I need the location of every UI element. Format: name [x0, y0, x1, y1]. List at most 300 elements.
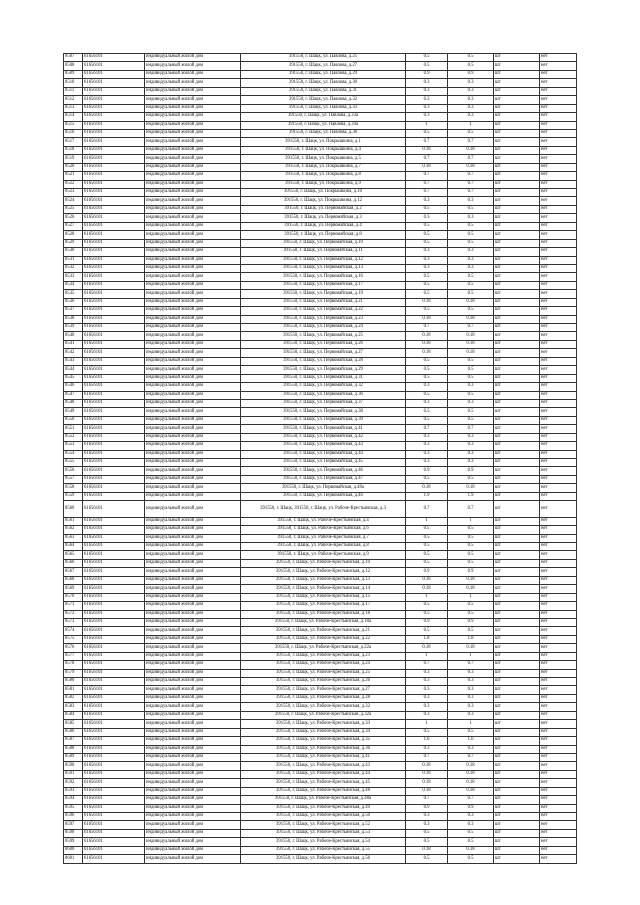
cell-address: 391550, г. Шацк, ул. Рабоче-Крестьянская, д.32: [241, 703, 406, 711]
cell-unit: шт: [494, 172, 540, 180]
cell-object-type: индивидуальный жилой дом: [145, 298, 241, 306]
cell-flag: нет: [540, 711, 577, 719]
cell-object-type: индивидуальный жилой дом: [145, 239, 241, 247]
cell-flag: нет: [540, 821, 577, 829]
cell-volume-value: 0.18: [406, 484, 448, 492]
cell-address: 391550, г. Шацк, ул. Рабоче-Крестьянская, д.54: [241, 838, 406, 846]
cell-address: 391550, г. Шацк, ул. Павлова, д.38: [241, 129, 406, 137]
cell-unit: шт: [494, 559, 540, 567]
cell-address: 391550, г. Шацк, ул. Рабоче-Крестьянская, д.17: [241, 602, 406, 610]
cell-address: 391550, г. Шацк, ул. Первомайская, д.22: [241, 307, 406, 315]
cell-unit: шт: [494, 391, 540, 399]
cell-flag: нет: [540, 54, 577, 62]
cell-address: 391550, г. Шацк, ул. Рабоче-Крестьянская, д.33: [241, 720, 406, 728]
cell-flag: нет: [540, 459, 577, 467]
cell-unit: шт: [494, 163, 540, 171]
cell-address: 391550, г. Шацк, ул. Первомайская, д.44: [241, 450, 406, 458]
cell-oktmo-code: 61656101: [83, 357, 145, 365]
cell-flag: нет: [540, 467, 577, 475]
cell-volume-value: 0.3: [406, 813, 448, 821]
cell-volume-value: 0.5: [406, 290, 448, 298]
cell-unit: шт: [494, 618, 540, 626]
table-row: [64, 349, 577, 357]
cell-object-type: индивидуальный жилой дом: [145, 324, 241, 332]
cell-volume-value: 0.5: [406, 231, 448, 239]
cell-address: 391550, г. Шацк, ул. Покрышкина, д.9: [241, 180, 406, 188]
cell-row-number: 8577: [64, 652, 83, 660]
cell-volume-value: 0.5: [406, 602, 448, 610]
cell-row-number: 8557: [64, 475, 83, 483]
cell-address: 391550, г. Шацк, ул. Павлова, д.31: [241, 87, 406, 95]
cell-unit: шт: [494, 678, 540, 686]
cell-volume-value-2: 0.7: [448, 189, 494, 197]
cell-object-type: индивидуальный жилой дом: [145, 467, 241, 475]
cell-object-type: индивидуальный жилой дом: [145, 813, 241, 821]
cell-volume-value: 0.3: [406, 821, 448, 829]
cell-oktmo-code: 61656101: [83, 399, 145, 407]
table-row: [64, 559, 577, 567]
cell-object-type: индивидуальный жилой дом: [145, 172, 241, 180]
cell-address: 391550, г. Шацк, ул. Рабоче-Крестьянская, д.41: [241, 753, 406, 761]
cell-unit: шт: [494, 408, 540, 416]
cell-volume-value: 0.18: [406, 779, 448, 787]
cell-oktmo-code: 61656101: [83, 635, 145, 643]
cell-volume-value-2: 0.18: [448, 484, 494, 492]
cell-unit: шт: [494, 517, 540, 525]
cell-flag: нет: [540, 450, 577, 458]
cell-volume-value-2: 0.5: [448, 357, 494, 365]
cell-volume-value-2: 0.5: [448, 855, 494, 863]
cell-object-type: индивидуальный жилой дом: [145, 113, 241, 121]
cell-flag: нет: [540, 332, 577, 340]
cell-oktmo-code: 61656101: [83, 703, 145, 711]
cell-object-type: индивидуальный жилой дом: [145, 534, 241, 542]
table-row: [64, 568, 577, 576]
cell-object-type: индивидуальный жилой дом: [145, 264, 241, 272]
table-row: [64, 96, 577, 104]
table-row: [64, 383, 577, 391]
cell-volume-value-2: 0.7: [448, 138, 494, 146]
cell-volume-value-2: 1: [448, 652, 494, 660]
table-row: [64, 838, 577, 846]
cell-flag: нет: [540, 248, 577, 256]
cell-oktmo-code: 61656101: [83, 222, 145, 230]
cell-unit: шт: [494, 231, 540, 239]
cell-flag: нет: [540, 686, 577, 694]
cell-object-type: индивидуальный жилой дом: [145, 762, 241, 770]
cell-flag: нет: [540, 163, 577, 171]
cell-unit: шт: [494, 357, 540, 365]
cell-unit: шт: [494, 399, 540, 407]
cell-object-type: индивидуальный жилой дом: [145, 79, 241, 87]
cell-oktmo-code: 61656101: [83, 543, 145, 551]
table-row: [64, 366, 577, 374]
cell-unit: шт: [494, 332, 540, 340]
cell-flag: нет: [540, 661, 577, 669]
cell-volume-value-2: 0.9: [448, 568, 494, 576]
cell-unit: шт: [494, 821, 540, 829]
cell-unit: шт: [494, 366, 540, 374]
cell-address: 391550, г. Шацк, ул. Первомайская, д.29: [241, 366, 406, 374]
cell-unit: шт: [494, 433, 540, 441]
cell-oktmo-code: 61656101: [83, 804, 145, 812]
cell-object-type: индивидуальный жилой дом: [145, 551, 241, 559]
cell-unit: шт: [494, 610, 540, 618]
cell-object-type: индивидуальный жилой дом: [145, 787, 241, 795]
cell-address: 391550, г. Шацк, ул. Первомайская, д.19: [241, 290, 406, 298]
table-row: [64, 416, 577, 424]
cell-object-type: индивидуальный жилой дом: [145, 307, 241, 315]
cell-volume-value-2: 0.5: [448, 728, 494, 736]
cell-object-type: индивидуальный жилой дом: [145, 189, 241, 197]
cell-row-number: 8568: [64, 576, 83, 584]
cell-oktmo-code: 61656101: [83, 838, 145, 846]
cell-row-number: 8528: [64, 231, 83, 239]
table-row: [64, 54, 577, 62]
cell-unit: шт: [494, 661, 540, 669]
table-row: [64, 129, 577, 137]
table-row: [64, 804, 577, 812]
cell-unit: шт: [494, 526, 540, 534]
cell-row-number: 8578: [64, 661, 83, 669]
cell-flag: нет: [540, 129, 577, 137]
cell-volume-value: 0.7: [406, 425, 448, 433]
cell-unit: шт: [494, 374, 540, 382]
cell-oktmo-code: 61656101: [83, 526, 145, 534]
table-row: [64, 551, 577, 559]
cell-flag: нет: [540, 357, 577, 365]
cell-row-number: 8535: [64, 290, 83, 298]
cell-flag: нет: [540, 214, 577, 222]
cell-volume-value: 0.7: [406, 155, 448, 163]
cell-row-number: 8565: [64, 551, 83, 559]
table-row: [64, 256, 577, 264]
cell-address: 391550, г. Шацк, ул. Первомайская, д.10: [241, 239, 406, 247]
cell-volume-value: 0.3: [406, 678, 448, 686]
cell-unit: шт: [494, 96, 540, 104]
cell-volume-value-2: 0.7: [448, 180, 494, 188]
cell-row-number: 8514: [64, 113, 83, 121]
cell-object-type: индивидуальный жилой дом: [145, 804, 241, 812]
cell-unit: шт: [494, 686, 540, 694]
cell-object-type: индивидуальный жилой дом: [145, 332, 241, 340]
cell-volume-value: 0.18: [406, 315, 448, 323]
cell-object-type: индивидуальный жилой дом: [145, 366, 241, 374]
cell-oktmo-code: 61656101: [83, 644, 145, 652]
cell-address: 391550, г. Шацк, ул. Рабоче-Крестьянская, д.50: [241, 813, 406, 821]
cell-object-type: индивидуальный жилой дом: [145, 635, 241, 643]
cell-address: 391550, г. Шацк, ул. Покрышкина, д.12: [241, 197, 406, 205]
cell-oktmo-code: 61656101: [83, 568, 145, 576]
cell-unit: шт: [494, 501, 540, 518]
cell-row-number: 8525: [64, 205, 83, 213]
cell-volume-value: 0.3: [406, 686, 448, 694]
cell-flag: нет: [540, 442, 577, 450]
cell-oktmo-code: 61656101: [83, 70, 145, 78]
cell-volume-value-2: 0.7: [448, 155, 494, 163]
cell-flag: нет: [540, 559, 577, 567]
cell-row-number: 8552: [64, 433, 83, 441]
cell-flag: нет: [540, 307, 577, 315]
cell-row-number: 8583: [64, 703, 83, 711]
cell-flag: нет: [540, 501, 577, 518]
cell-oktmo-code: 61656101: [83, 374, 145, 382]
cell-oktmo-code: 61656101: [83, 264, 145, 272]
cell-oktmo-code: 61656101: [83, 450, 145, 458]
cell-address: 391550, г. Шацк, ул. Рабоче-Крестьянская, д.32а: [241, 711, 406, 719]
cell-unit: шт: [494, 669, 540, 677]
cell-volume-value: 0.5: [406, 391, 448, 399]
cell-volume-value-2: 0.5: [448, 602, 494, 610]
table-row: [64, 711, 577, 719]
cell-address: 391550, г. Шацк, ул. Рабоче-Крестьянская, д.7: [241, 534, 406, 542]
cell-volume-value-2: 1.9: [448, 492, 494, 500]
cell-row-number: 8569: [64, 585, 83, 593]
cell-object-type: индивидуальный жилой дом: [145, 543, 241, 551]
cell-object-type: индивидуальный жилой дом: [145, 121, 241, 129]
cell-address: 391550, г. Шацк, ул. Рабоче-Крестьянская, д.6: [241, 526, 406, 534]
cell-oktmo-code: 61656101: [83, 62, 145, 70]
cell-address: 391550, г. Шацк, ул. Первомайская, д.26: [241, 340, 406, 348]
cell-flag: нет: [540, 391, 577, 399]
cell-volume-value: 0.18: [406, 576, 448, 584]
table-row: [64, 576, 577, 584]
cell-object-type: индивидуальный жилой дом: [145, 737, 241, 745]
cell-flag: нет: [540, 737, 577, 745]
table-row: [64, 829, 577, 837]
cell-row-number: 8601: [64, 855, 83, 863]
cell-volume-value: 0.5: [406, 416, 448, 424]
cell-row-number: 8548: [64, 399, 83, 407]
cell-volume-value-2: 0.18: [448, 315, 494, 323]
cell-unit: шт: [494, 796, 540, 804]
cell-flag: нет: [540, 416, 577, 424]
cell-unit: шт: [494, 703, 540, 711]
cell-address: 391550, г. Шацк, ул. Первомайская, д.31: [241, 374, 406, 382]
cell-oktmo-code: 61656101: [83, 366, 145, 374]
table-row: [64, 307, 577, 315]
cell-oktmo-code: 61656101: [83, 214, 145, 222]
table-row: [64, 534, 577, 542]
cell-flag: нет: [540, 155, 577, 163]
table-row: [64, 467, 577, 475]
cell-object-type: индивидуальный жилой дом: [145, 70, 241, 78]
cell-oktmo-code: 61656101: [83, 425, 145, 433]
cell-unit: шт: [494, 121, 540, 129]
cell-oktmo-code: 61656101: [83, 475, 145, 483]
cell-flag: нет: [540, 205, 577, 213]
cell-address: 391550, г. Шацк, ул. Первомайская, д.28: [241, 357, 406, 365]
cell-address: 391550, г. Шацк, ул. Первомайская, д.13: [241, 264, 406, 272]
cell-object-type: индивидуальный жилой дом: [145, 779, 241, 787]
cell-flag: нет: [540, 627, 577, 635]
cell-unit: шт: [494, 585, 540, 593]
table-row: [64, 87, 577, 95]
cell-volume-value: 0.5: [406, 534, 448, 542]
cell-address: 391550, г. Шацк, ул. Первомайская, д.4б: [241, 492, 406, 500]
cell-oktmo-code: 61656101: [83, 205, 145, 213]
cell-address: 391550, г. Шацк, ул. Рабоче-Крестьянская, д.34: [241, 728, 406, 736]
cell-object-type: индивидуальный жилой дом: [145, 146, 241, 154]
table-row: [64, 357, 577, 365]
cell-volume-value: 1.8: [406, 635, 448, 643]
cell-oktmo-code: 61656101: [83, 855, 145, 863]
cell-volume-value-2: 0.3: [448, 264, 494, 272]
cell-oktmo-code: 61656101: [83, 627, 145, 635]
cell-volume-value: 0.3: [406, 79, 448, 87]
cell-oktmo-code: 61656101: [83, 686, 145, 694]
cell-object-type: индивидуальный жилой дом: [145, 416, 241, 424]
cell-volume-value: 0.18: [406, 585, 448, 593]
cell-flag: нет: [540, 113, 577, 121]
cell-address: 391550, г. Шацк, ул. Первомайская, д.43: [241, 442, 406, 450]
cell-row-number: 8543: [64, 357, 83, 365]
cell-unit: шт: [494, 104, 540, 112]
cell-volume-value-2: 1.6: [448, 737, 494, 745]
table-row: [64, 433, 577, 441]
cell-flag: нет: [540, 138, 577, 146]
cell-volume-value-2: 0.5: [448, 54, 494, 62]
cell-flag: нет: [540, 324, 577, 332]
cell-volume-value-2: 0.5: [448, 222, 494, 230]
cell-flag: нет: [540, 602, 577, 610]
cell-oktmo-code: 61656101: [83, 180, 145, 188]
cell-address: 391550, г. Шацк, ул. Рабоче-Крестьянская, д.21: [241, 627, 406, 635]
table-row: [64, 70, 577, 78]
cell-volume-value: 0.7: [406, 189, 448, 197]
cell-address: 391550, г. Шацк, ул. Рабоче-Крестьянская, д.44: [241, 770, 406, 778]
table-row: [64, 239, 577, 247]
cell-volume-value-2: 0.5: [448, 551, 494, 559]
cell-unit: шт: [494, 180, 540, 188]
cell-oktmo-code: 61656101: [83, 787, 145, 795]
cell-volume-value-2: 0.3: [448, 669, 494, 677]
cell-row-number: 8538: [64, 315, 83, 323]
cell-row-number: 8574: [64, 627, 83, 635]
cell-object-type: индивидуальный жилой дом: [145, 374, 241, 382]
cell-object-type: индивидуальный жилой дом: [145, 408, 241, 416]
cell-oktmo-code: 61656101: [83, 728, 145, 736]
table-row: [64, 248, 577, 256]
cell-volume-value: 0.5: [406, 408, 448, 416]
table-row: [64, 104, 577, 112]
cell-object-type: индивидуальный жилой дом: [145, 87, 241, 95]
cell-volume-value: 0.5: [406, 728, 448, 736]
cell-object-type: индивидуальный жилой дом: [145, 281, 241, 289]
cell-volume-value-2: 0.5: [448, 416, 494, 424]
cell-address: 391550, г. Шацк, ул. Первомайская, д.12: [241, 256, 406, 264]
cell-row-number: 8508: [64, 62, 83, 70]
table-row: [64, 180, 577, 188]
cell-volume-value: 1.9: [406, 492, 448, 500]
cell-row-number: 8559: [64, 492, 83, 500]
cell-object-type: индивидуальный жилой дом: [145, 197, 241, 205]
cell-volume-value-2: 0.7: [448, 501, 494, 518]
cell-flag: нет: [540, 484, 577, 492]
cell-row-number: 8519: [64, 155, 83, 163]
cell-row-number: 8598: [64, 829, 83, 837]
cell-row-number: 8539: [64, 324, 83, 332]
cell-address: 391550, г. Шацк, ул. Рабоче-Крестьянская, д.9: [241, 551, 406, 559]
cell-object-type: индивидуальный жилой дом: [145, 357, 241, 365]
cell-volume-value: 0.3: [406, 96, 448, 104]
cell-object-type: индивидуальный жилой дом: [145, 399, 241, 407]
cell-volume-value: 0.9: [406, 568, 448, 576]
table-row: [64, 737, 577, 745]
cell-unit: шт: [494, 635, 540, 643]
cell-unit: шт: [494, 113, 540, 121]
cell-volume-value: 0.3: [406, 745, 448, 753]
cell-address: 391550, г. Шацк, ул. Первомайская, д.2: [241, 205, 406, 213]
cell-oktmo-code: 61656101: [83, 87, 145, 95]
cell-object-type: индивидуальный жилой дом: [145, 678, 241, 686]
cell-object-type: индивидуальный жилой дом: [145, 484, 241, 492]
cell-object-type: индивидуальный жилой дом: [145, 652, 241, 660]
cell-address: 391550, г. Шацк, ул. Первомайская, д.16: [241, 273, 406, 281]
cell-row-number: 8558: [64, 484, 83, 492]
table-row: [64, 324, 577, 332]
cell-address: 391550, г. Шацк, ул. Первомайская, д.41: [241, 425, 406, 433]
cell-flag: нет: [540, 273, 577, 281]
cell-volume-value-2: 0.3: [448, 459, 494, 467]
table-row: [64, 678, 577, 686]
table-row: [64, 425, 577, 433]
cell-volume-value: 0.9: [406, 804, 448, 812]
table-row: [64, 298, 577, 306]
cell-address: 391550, г. Шацк, ул. Рабоче-Крестьянская, д.49: [241, 804, 406, 812]
table-row: [64, 163, 577, 171]
cell-oktmo-code: 61656101: [83, 720, 145, 728]
cell-row-number: 8507: [64, 54, 83, 62]
cell-flag: нет: [540, 433, 577, 441]
cell-address: 391550, г. Шацк, ул. Рабоче-Крестьянская, д.14: [241, 585, 406, 593]
cell-flag: нет: [540, 618, 577, 626]
cell-unit: шт: [494, 129, 540, 137]
cell-unit: шт: [494, 239, 540, 247]
cell-volume-value-2: 0.5: [448, 526, 494, 534]
cell-volume-value-2: 0.9: [448, 467, 494, 475]
cell-address: 391550, г. Шацк, ул. Рабоче-Крестьянская, д.35: [241, 737, 406, 745]
cell-volume-value: 0.3: [406, 104, 448, 112]
table-row: [64, 787, 577, 795]
table-row: [64, 644, 577, 652]
cell-row-number: 8544: [64, 366, 83, 374]
cell-oktmo-code: 61656101: [83, 459, 145, 467]
table-row: [64, 526, 577, 534]
cell-volume-value: 0.7: [406, 138, 448, 146]
cell-row-number: 8563: [64, 534, 83, 542]
cell-volume-value: 0.18: [406, 846, 448, 854]
cell-flag: нет: [540, 855, 577, 863]
cell-volume-value-2: 0.18: [448, 332, 494, 340]
cell-object-type: индивидуальный жилой дом: [145, 349, 241, 357]
cell-volume-value: 0.7: [406, 796, 448, 804]
cell-volume-value: 0.3: [406, 703, 448, 711]
cell-unit: шт: [494, 770, 540, 778]
cell-object-type: индивидуальный жилой дом: [145, 391, 241, 399]
cell-oktmo-code: 61656101: [83, 501, 145, 518]
cell-unit: шт: [494, 459, 540, 467]
cell-address: 391550, г. Шацк, ул. Павлова, д.27: [241, 62, 406, 70]
cell-flag: нет: [540, 189, 577, 197]
cell-row-number: 8580: [64, 678, 83, 686]
cell-row-number: 8572: [64, 610, 83, 618]
cell-flag: нет: [540, 585, 577, 593]
table-row: [64, 205, 577, 213]
table-body: [64, 54, 577, 864]
cell-address: 391550, г. Шацк, ул. Рабоче-Крестьянская, д.15: [241, 593, 406, 601]
cell-row-number: 8589: [64, 753, 83, 761]
